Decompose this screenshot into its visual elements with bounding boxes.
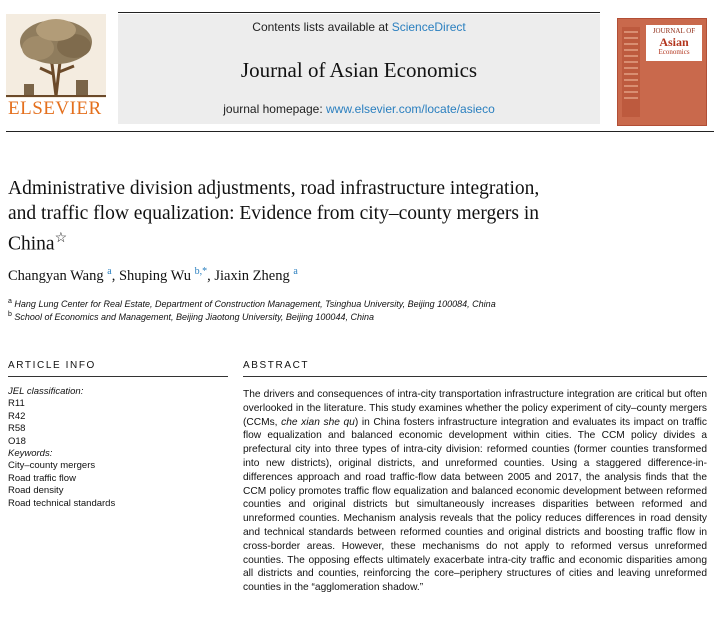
keyword: Road density	[8, 485, 64, 497]
article-title: Administrative division adjustments, road infrastructure integration, and traffic flow equalization: Evidence from city–county mergers in China☆	[8, 178, 540, 255]
contents-line: Contents lists available at ScienceDirect	[252, 20, 466, 34]
jel-code: O18	[8, 435, 26, 447]
journal-banner	[118, 14, 600, 124]
article-info-panel	[8, 386, 228, 510]
abstract-rule	[243, 376, 707, 377]
affiliation-a: $^a$ Hang Lung Center for Real Estate, Department of Construction Management, Tsinghua University, Beijing 100084, China	[8, 298, 496, 309]
title-footnote-star[interactable]: ☆	[54, 231, 68, 246]
sciencedirect-link[interactable]: ScienceDirect	[391, 20, 466, 34]
author-list: Changyan Wang $^a$, Shuping Wu $^{b,*}$, Jiaxin Zheng $^a$	[8, 266, 298, 284]
author-affil-mark[interactable]: b,*	[194, 266, 208, 277]
affiliation-b: $^b$ School of Economics and Management, Beijing Jiaotong University, Beijing 100044, China	[8, 311, 374, 322]
journal-homepage-link[interactable]: www.elsevier.com/locate/asieco	[326, 102, 495, 116]
homepage-line: journal homepage: www.elsevier.com/locate/asieco	[223, 102, 495, 116]
keyword: City–county mergers	[8, 460, 96, 472]
author-affil-mark[interactable]: a	[107, 266, 112, 277]
publisher-wordmark: ELSEVIER	[8, 98, 102, 119]
journal-masthead	[0, 0, 720, 130]
author-name[interactable]: Shuping Wu	[118, 267, 192, 284]
article-info-rule	[8, 376, 228, 377]
jel-code: R58	[8, 423, 26, 435]
cover-title-box: JOURNAL OF Asian Economics	[646, 25, 702, 61]
jel-code: R42	[8, 410, 26, 422]
abstract-heading: ABSTRACT	[243, 360, 310, 371]
keywords-label: Keywords:	[8, 448, 53, 460]
article-info-heading: ARTICLE INFO	[8, 360, 96, 371]
abstract-body	[243, 388, 707, 595]
keyword: Road traffic flow	[8, 472, 76, 484]
jel-code: R11	[8, 398, 25, 410]
masthead-divider	[6, 131, 714, 132]
jel-label: JEL classification:	[8, 386, 84, 397]
keyword: Road technical standards	[8, 497, 116, 509]
author-affil-mark[interactable]: a	[293, 266, 298, 277]
journal-cover-thumbnail[interactable]	[617, 18, 707, 126]
author-name[interactable]: Changyan Wang	[8, 267, 104, 284]
top-rule	[118, 12, 600, 13]
cover-contents-strip	[622, 27, 640, 117]
author-name[interactable]: Jiaxin Zheng	[214, 267, 290, 284]
journal-title: Journal of Asian Economics	[240, 58, 478, 82]
abstract-paragraph: The drivers and consequences of intra-city transportation infrastructure integration are critical but often overlooked in the literature. This study examines whether the policy experiment of city–county mergers (CCMs, che xian she qu) in China fosters infrastructure integration and evaluates its impact on traffic flow equalization and balanced economic development within cities. The CCM policy divides a prefectural city into three types of intra-city division: reformed counties (former counties transformed into new districts), original districts, and unreformed counties. Using a staggered difference-in-differences approach and road traffic-flow data between 2005 and 2017, the analysis finds that the CCM policy promotes traffic flow equalization and balanced economic development between reformed counties and original districts but simultaneously increases disparities between reformed and unreformed counties. Mechanism analysis reveals that the policy reduces differences in road density and technical standards between reformed counties and original districts and boosting traffic flow in cross-border areas. However, these mechanisms do not apply to reformed versus unreformed counties. The opposing effects ultimately exacerbate intra-city traffic and economic disparities among all districts and counties, reinforcing the core–periphery structures of cities and leaving unreformed counties in the “agglomeration shadow.”	[243, 389, 707, 594]
